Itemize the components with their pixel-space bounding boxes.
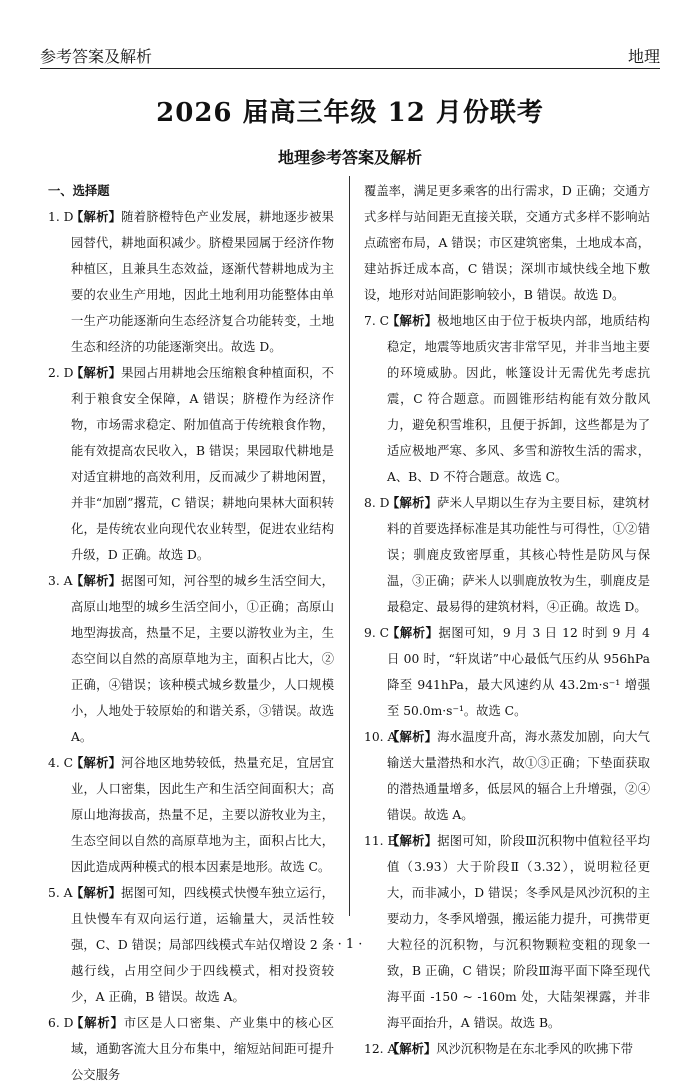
analysis-text: 随着脐橙特色产业发展，耕地逐步被果园替代，耕地面积减少。脐橙果园属于经济作物种植区，且兼具生态效益，逐渐代替耕地成为主要的农业生产用地，因此土地利用功能整体由单一生产功能逐渐向生态经济复合功能转变，土地生态和经济的功能逐渐突出。故选 D。 [71,210,334,354]
answer-item [364,1036,650,1062]
left-items [48,204,334,1088]
answer-item [48,568,334,750]
analysis-text: 风沙沉积物是在东北季风的吹拂下带 [436,1042,633,1056]
answer-number: 3. A [48,574,73,588]
answer-number: 2. D [48,366,74,380]
right-column [364,178,650,1062]
page-subtitle: 地理参考答案及解析 [277,148,422,167]
answer-number: 4. C [48,756,74,770]
answer-item [48,204,334,360]
analysis-text: 果园占用耕地会压缩粮食种植面积，不利于粮食安全保障，A 错误；脐橙作为经济作物，市场需求稳定、附加值高于传统粮食作物，能有效提高农民收入，B 错误；果园取代耕地是对适宜耕地的高效利用，反而减少了耕地闲置，并非“加剧”撂荒，C 错误；耕地向果林大面积转化，是传统农业向现代农业转型，促进农业结构升级，D 正确。故选 D。 [71,366,334,562]
header-left: 参考答案及解析 [40,47,153,66]
answer-number: 9. C [364,626,390,640]
analysis-tag: 【解析】 [387,495,438,510]
answer-number: 10. A [364,730,397,744]
analysis-text: 据图可知，河谷型的城乡生活空间大，高原山地型的城乡生活空间小，①正确；高原山地型海拔高，热量不足，主要以游牧业为主，生态空间以自然的高原草地为主，面积占比大，②正确，④错误；该种模式城乡数量少，人口规模小，人地处于较原始的和谐关系，③错误。故选 A。 [71,574,334,744]
header-rule [40,68,660,69]
answer-number: 5. A [48,886,73,900]
answer-item [48,750,334,880]
answer-number: 8. D [364,496,390,510]
analysis-tag: 【解析】 [71,573,122,588]
analysis-tag: 【解析】 [71,1015,124,1030]
column-divider [349,176,350,916]
answer-item [364,620,650,724]
analysis-tag: 【解析】 [387,313,438,328]
analysis-tag: 【解析】 [71,885,122,900]
analysis-tag: 【解析】 [71,755,122,770]
analysis-text: 极地地区由于位于板块内部，地质结构稳定，地震等地质灾害非常罕见，并非当地主要的环境威胁。因此，帐篷设计无需优先考虑抗震，C 符合题意。而圆锥形结构能有效分散风力，避免积雪堆积，且便于拆卸，这些都是为了适应极地严寒、多风、多雪和游牧生活的需求，A、B、D 不符合题意。故选 C。 [387,314,650,484]
answer-item [364,490,650,620]
analysis-text: 据图可知，四线模式快慢车独立运行，且快慢车有双向运行道，运输量大，灵活性较强，C、D 错误；局部四线模式车站仅增设 2 条越行线，占用空间少于四线模式，相对投资较少，A 正确，B 错误。故选 A。 [71,886,334,1004]
analysis-tag: 【解析】 [71,209,122,224]
answer-number: 12. A [364,1042,397,1056]
answer-item [364,828,650,1036]
analysis-text: 据图可知，9 月 3 日 12 时到 9 月 4 日 00 时，“轩岚诺”中心最低气压约从 956hPa 降至 941hPa，最大风速约从 43.2m·s⁻¹ 增强至 50.0m·s⁻¹。故选 C。 [387,626,650,718]
answer-number: 7. C [364,314,390,328]
answer-item [364,308,650,490]
analysis-text: 河谷地区地势较低，热量充足，宜居宜业，人口密集，因此生产和生活空间面积大；高原山地海拔高，热量不足，主要以游牧业为主，生态空间以自然的高原草地为主，面积占比大，因此造成两种模式的根本因素是地形。故选 C。 [71,756,334,874]
analysis-text: 市区是人口密集、产业集中的核心区域，通勤客流大且分布集中，缩短站间距可提升公交服务 [71,1016,334,1082]
answer-number: 1. D [48,210,74,224]
analysis-tag: 【解析】 [387,729,438,744]
answer-item [48,1010,334,1088]
analysis-text: 据图可知，阶段Ⅲ沉积物中值粒径平均值（3.93）大于阶段Ⅱ（3.32），说明粒径更大，而非减小，D 错误；冬季风是风沙沉积的主要动力，冬季风增强，搬运能力提升，可携带更大粒径的沉积物，与沉积物颗粒变粗的现象一致，B 正确，C 错误；阶段Ⅲ海平面下降至现代海平面 -150 ~ -160m 处，大陆架裸露，并非海平面抬升，A 错误。故选 B。 [387,834,650,1030]
answer-item [48,360,334,568]
answer-number: 6. D [48,1016,74,1030]
page-number: · 1 · [337,937,363,952]
answer-item [364,724,650,828]
analysis-tag: 【解析】 [387,625,439,640]
analysis-text: 萨米人早期以生存为主要目标，建筑材料的首要选择标准是其功能性与可得性，①②错误；驯鹿皮致密厚重，其核心特性是防风与保温，③正确；萨米人以驯鹿放牧为生，驯鹿皮是最稳定、最易得的建筑材料，④正确。故选 D。 [387,496,650,614]
header-subject: 地理 [627,47,660,66]
analysis-tag: 【解析】 [71,365,122,380]
analysis-tag: 【解析】 [387,833,438,848]
section-heading: 一、选择题 [48,183,110,198]
analysis-text: 海水温度升高，海水蒸发加剧，向大气输送大量潜热和水汽，故①③正确；下垫面获取的潜热通量增多，低层风的辐合上升增强，②④错误。故选 A。 [387,730,650,822]
answer-number: 11. B [364,834,397,848]
page-title: 2026 届高三年级 12 月份联考 [156,98,544,128]
continued-text: 覆盖率，满足更多乘客的出行需求，D 正确；交通方式多样与站间距无直接关联，交通方式多样不影响站点疏密布局，A 错误；市区建筑密集，土地成本高，建站拆迁成本高，C 错误；深圳市域快线全地下敷设，地形对站间距影响较小，B 错误。故选 D。 [364,184,650,302]
analysis-tag: 【解析】 [387,1041,437,1056]
